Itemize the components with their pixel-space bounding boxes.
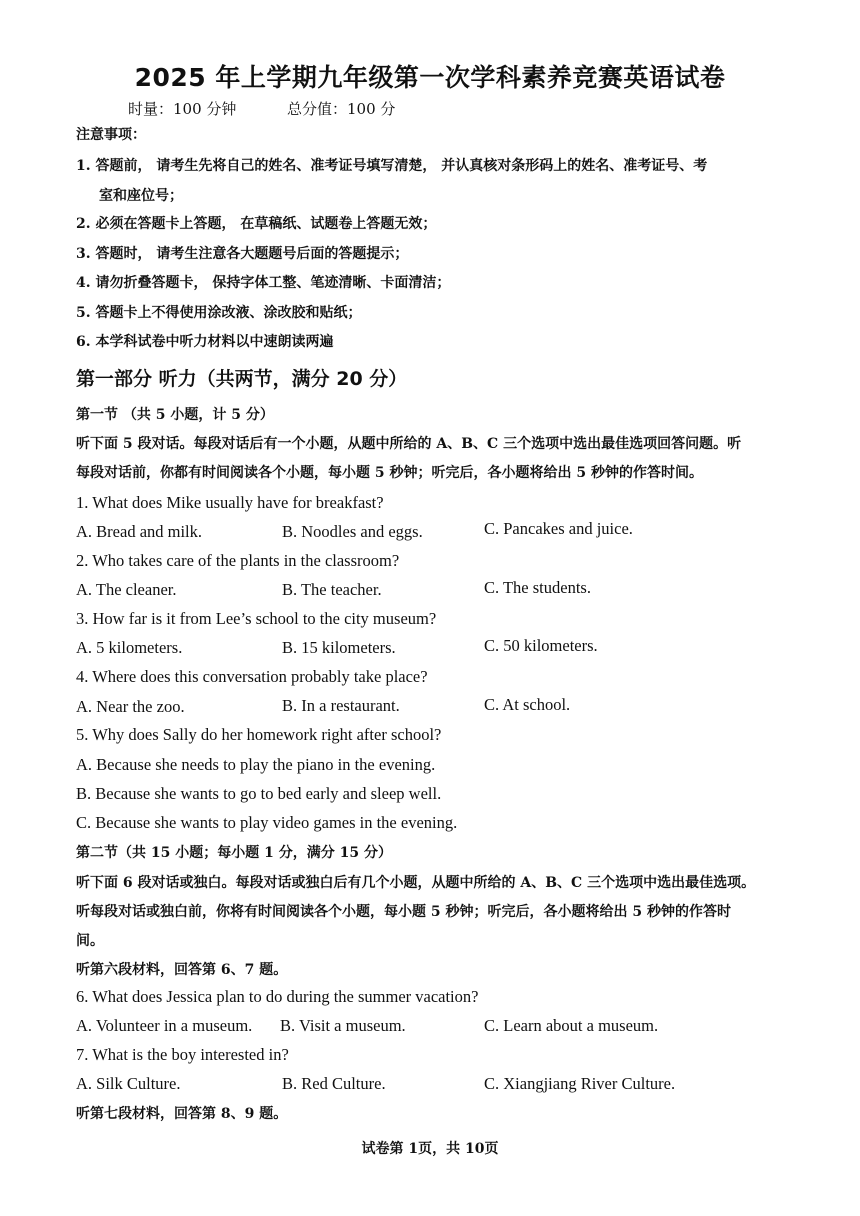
option-a: A. 5 kilometers. [76,638,183,657]
option-c: C. Xiangjiang River Culture. [484,1074,676,1093]
option-c: C. The students. [484,578,591,597]
question-text: 7. What is the boy interested in? [76,1045,289,1064]
option-c: C. 50 kilometers. [484,636,598,655]
note-item: 室和座位号； [99,188,183,204]
exam-time: 时量：100 分钟 [128,100,237,118]
note-item: 3. 答题时， 请考生注意各大题题号后面的答题提示； [76,246,409,262]
option-b: B. Noodles and eggs. [282,522,423,541]
material-heading: 听第七段材料，回答第 8、9 题。 [76,1106,288,1122]
part-title: 第一部分 听力（共两节，满分 20 分） [76,368,408,390]
question-text: 5. Why does Sally do her homework right after school? [76,725,442,744]
question-text: 4. Where does this conversation probably take place? [76,667,428,686]
question-text: 3. How far is it from Lee’s school to the city museum? [76,609,437,628]
page-footer: 试卷第 1页，共 10页 [361,1141,499,1157]
option-b: B. Visit a museum. [280,1016,406,1035]
option-c: C. Because she wants to play video games in the evening. [76,813,458,832]
option-a: A. Bread and milk. [76,522,203,541]
option-a: A. The cleaner. [76,580,177,599]
section-heading: 第二节（共 15 小题；每小题 1 分，满分 15 分） [76,845,392,861]
material-heading: 听第六段材料，回答第 6、7 题。 [76,962,288,978]
section-instruction: 每段对话前，你都有时间阅读各个小题，每小题 5 秒钟；听完后，各小题将给出 5 秒钟的作答时间。 [76,465,703,481]
note-item: 1. 答题前， 请考生先将自己的姓名、准考证号填写清楚， 并认真核对条形码上的姓名、准考证号、考 [76,158,708,174]
option-a: A. Silk Culture. [76,1074,181,1093]
question-text: 2. Who takes care of the plants in the classroom? [76,551,400,570]
exam-title: 2025 年上学期九年级第一次学科素养竞赛英语试卷 [134,63,726,92]
section-instruction: 听下面 5 段对话。每段对话后有一个小题，从题中所给的 A、B、C 三个选项中选出最佳选项回答问题。听 [76,436,742,452]
option-b: B. 15 kilometers. [282,638,396,657]
question-text: 1. What does Mike usually have for breakfast? [76,493,384,512]
option-a: A. Near the zoo. [76,697,185,716]
option-b: B. The teacher. [282,580,382,599]
section-heading: 第一节 （共 5 小题，计 5 分） [76,407,274,423]
option-c: C. At school. [484,695,571,714]
option-a: A. Because she needs to play the piano in the evening. [76,755,436,774]
option-c: C. Learn about a museum. [484,1016,659,1035]
section-instruction: 听每段对话或独白前，你将有时间阅读各个小题，每小题 5 秒钟；听完后，各小题将给出 5 秒钟的作答时 [76,904,731,920]
option-b: B. In a restaurant. [282,696,400,715]
option-a: A. Volunteer in a museum. [76,1016,253,1035]
option-c: C. Pancakes and juice. [484,519,633,538]
note-item: 5. 答题卡上不得使用涂改液、涂改胶和贴纸； [76,305,362,321]
question-text: 6. What does Jessica plan to do during the summer vacation? [76,987,479,1006]
notes-heading: 注意事项： [76,127,146,143]
option-b: B. Because she wants to go to bed early and sleep well. [76,784,442,803]
note-item: 6. 本学科试卷中听力材料以中速朗读两遍 [76,334,334,350]
section-instruction: 间。 [76,933,104,949]
note-item: 4. 请勿折叠答题卡， 保持字体工整、笔迹清晰、卡面清洁； [76,275,451,291]
exam-score: 总分值：100 分 [287,100,396,118]
option-b: B. Red Culture. [282,1074,386,1093]
section-instruction: 听下面 6 段对话或独白。每段对话或独白后有几个小题，从题中所给的 A、B、C 三个选项中选出最佳选项。 [76,875,756,891]
note-item: 2. 必须在答题卡上答题， 在草稿纸、试题卷上答题无效； [76,216,437,232]
